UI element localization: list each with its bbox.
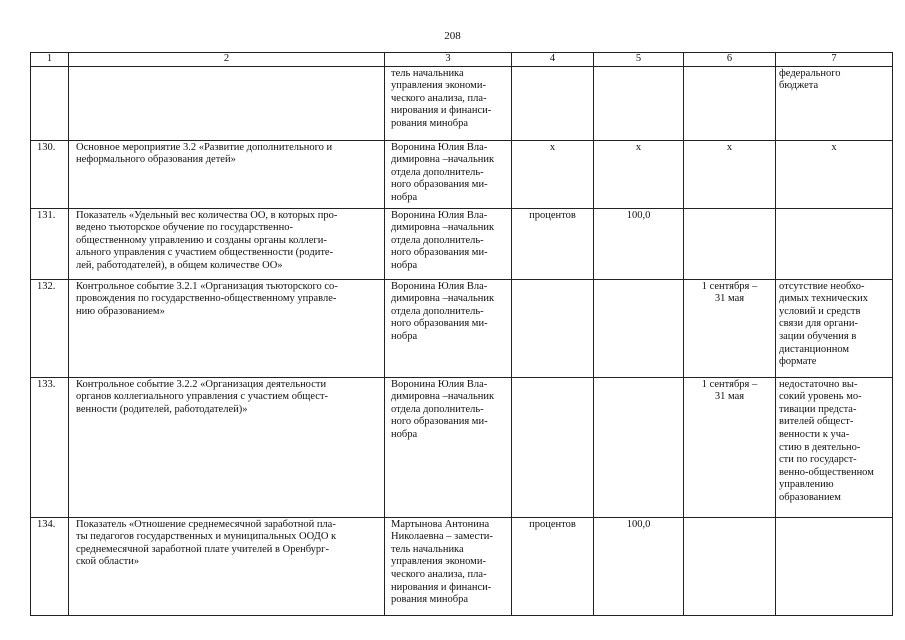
value-cell: х	[594, 140, 684, 208]
unit-cell: процентов	[512, 208, 594, 279]
row-number: 130.	[31, 140, 69, 208]
row-number	[31, 66, 69, 140]
header-cell: 3	[385, 53, 512, 67]
event-name: Показатель «Удельный вес количества ОО, в которых про- ведено тьюторское обучение по государственно- общественному управлению и созданы органы коллеги- ального управления с участием общественности (родите- лей, работодателей), в общем количестве ОО»	[69, 208, 385, 279]
term-cell: 1 сентября – 31 мая	[684, 377, 776, 517]
term-cell	[684, 517, 776, 615]
page-number: 208	[444, 30, 461, 42]
term-cell: х	[684, 140, 776, 208]
term-cell	[684, 66, 776, 140]
responsible-person: тель начальника управления экономи- ческого анализа, пла- нирования и финанси- рования минобра	[385, 66, 512, 140]
note-cell	[776, 517, 893, 615]
header-row	[31, 53, 893, 67]
header-cell: 1	[31, 53, 69, 67]
value-cell	[594, 279, 684, 377]
header-cell: 6	[684, 53, 776, 67]
value-cell	[594, 66, 684, 140]
row-number: 131.	[31, 208, 69, 279]
value-cell: 100,0	[594, 517, 684, 615]
row-number: 134.	[31, 517, 69, 615]
header-cell: 4	[512, 53, 594, 67]
unit-cell: процентов	[512, 517, 594, 615]
event-name: Контрольное событие 3.2.2 «Организация деятельности органов коллегиального управления с участием общест- венности (родителей, работодателей)»	[69, 377, 385, 517]
note-cell: х	[776, 140, 893, 208]
row-number: 133.	[31, 377, 69, 517]
unit-cell	[512, 66, 594, 140]
event-name: Основное мероприятие 3.2 «Развитие дополнительного и неформального образования детей»	[69, 140, 385, 208]
table-row	[31, 279, 893, 377]
note-cell	[776, 208, 893, 279]
table-row	[31, 208, 893, 279]
row-number: 132.	[31, 279, 69, 377]
event-name: Показатель «Отношение среднемесячной заработной пла- ты педагогов государственных и муниципальных ООДО к среднемесячной заработной плате учителей в Оренбург- ской области»	[69, 517, 385, 615]
term-cell	[684, 208, 776, 279]
unit-cell	[512, 377, 594, 517]
table-row	[31, 517, 893, 615]
unit-cell: х	[512, 140, 594, 208]
table-row	[31, 140, 893, 208]
note-cell: федерального бюджета	[776, 66, 893, 140]
responsible-person: Воронина Юлия Вла- димировна –начальник отдела дополнитель- ного образования ми- нобра	[385, 208, 512, 279]
responsible-person: Воронина Юлия Вла- димировна –начальник отдела дополнитель- ного образования ми- нобра	[385, 279, 512, 377]
event-name: Контрольное событие 3.2.1 «Организация тьюторского со- провождения по государственно-общественному управле- нию образованием»	[69, 279, 385, 377]
unit-cell	[512, 279, 594, 377]
responsible-person: Воронина Юлия Вла- димировна –начальник отдела дополнитель- ного образования ми- нобра	[385, 377, 512, 517]
note-cell: недостаточно вы- сокий уровень мо- тивации предста- вителей общест- венности к уча- стию в деятельно- сти по государст- венно-общественном управлению образованием	[776, 377, 893, 517]
program-table	[30, 52, 893, 616]
table-row	[31, 377, 893, 517]
note-cell: отсутствие необхо- димых технических условий и средств связи для органи- зации обучения в дистанционном формате	[776, 279, 893, 377]
value-cell	[594, 377, 684, 517]
term-cell: 1 сентября – 31 мая	[684, 279, 776, 377]
responsible-person: Мартынова Антонина Николаевна – замести- тель начальника управления экономи- ческого анализа, пла- нирования и финанси- рования минобра	[385, 517, 512, 615]
responsible-person: Воронина Юлия Вла- димировна –начальник отдела дополнитель- ного образования ми- нобра	[385, 140, 512, 208]
value-cell: 100,0	[594, 208, 684, 279]
header-cell: 5	[594, 53, 684, 67]
event-name	[69, 66, 385, 140]
header-cell: 2	[69, 53, 385, 67]
header-cell: 7	[776, 53, 893, 67]
table-row	[31, 66, 893, 140]
